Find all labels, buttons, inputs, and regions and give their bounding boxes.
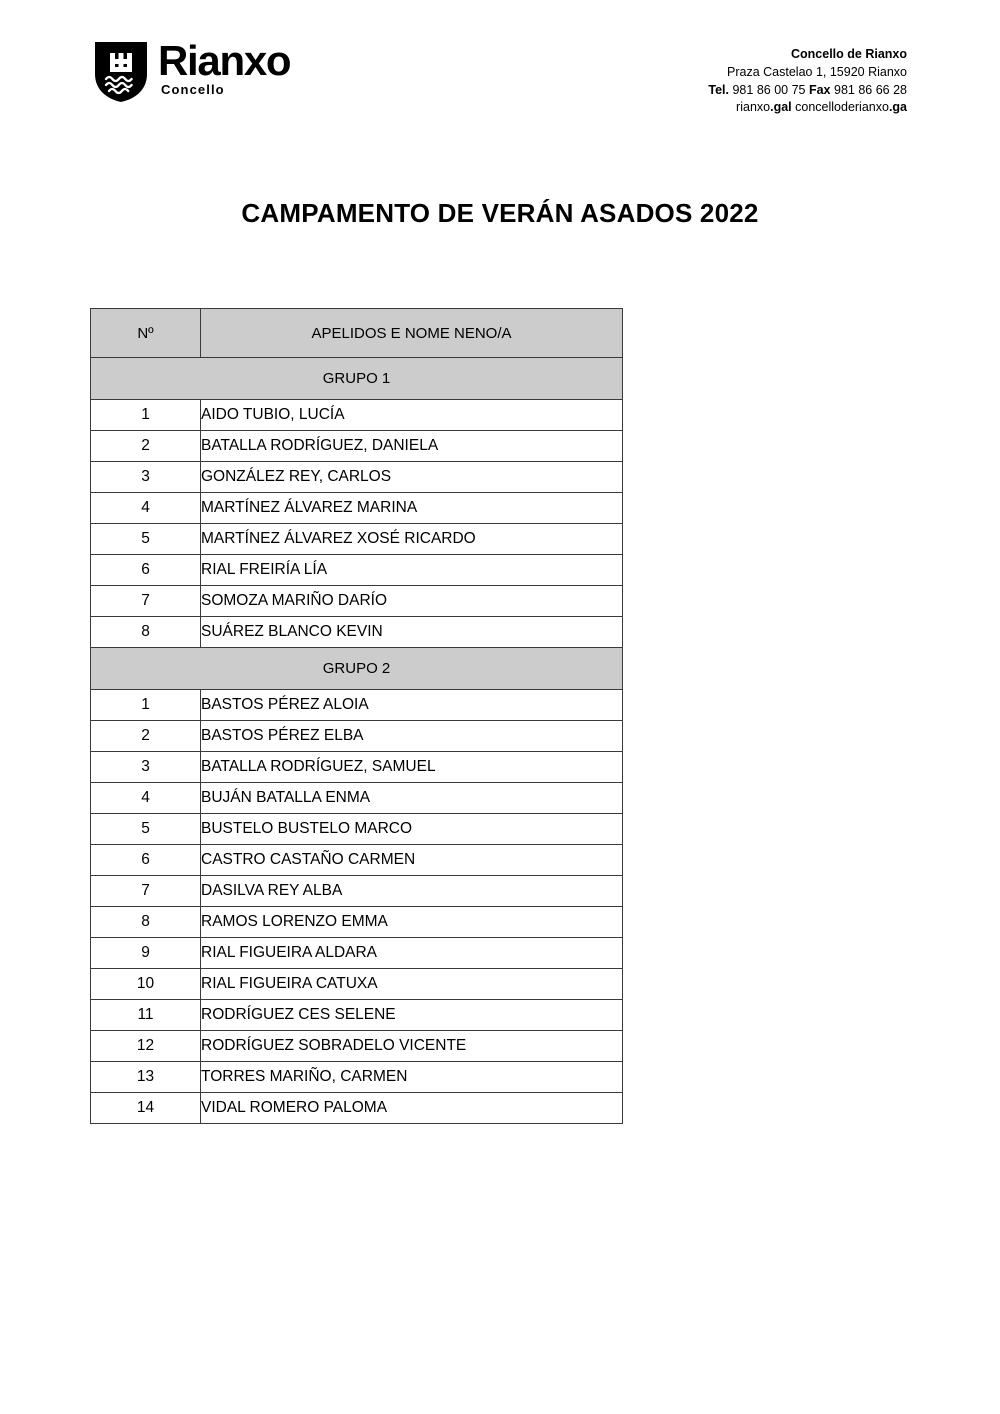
row-number: 6 (91, 555, 201, 586)
row-number: 4 (91, 783, 201, 814)
row-participant-name: BATALLA RODRÍGUEZ, DANIELA (201, 431, 623, 462)
table-header-row (91, 309, 623, 358)
contact-block (708, 46, 907, 117)
logo-text (158, 37, 291, 98)
row-participant-name: BASTOS PÉREZ ALOIA (201, 690, 623, 721)
row-participant-name: BUSTELO BUSTELO MARCO (201, 814, 623, 845)
table-row (91, 721, 623, 752)
table-row (91, 1062, 623, 1093)
table-row (91, 938, 623, 969)
table-row (91, 555, 623, 586)
row-participant-name: RIAL FIGUEIRA ALDARA (201, 938, 623, 969)
row-number: 8 (91, 907, 201, 938)
row-participant-name: SOMOZA MARIÑO DARÍO (201, 586, 623, 617)
row-participant-name: RODRÍGUEZ SOBRADELO VICENTE (201, 1031, 623, 1062)
table-row (91, 1031, 623, 1062)
column-header-name: APELIDOS E NOME NENO/A (201, 309, 623, 358)
row-number: 7 (91, 586, 201, 617)
row-number: 5 (91, 814, 201, 845)
table-row (91, 617, 623, 648)
table-row (91, 876, 623, 907)
rianxo-logo (93, 37, 291, 104)
email-prefix: concelloderianxo (795, 100, 889, 115)
row-participant-name: BASTOS PÉREZ ELBA (201, 721, 623, 752)
table-row (91, 431, 623, 462)
tel-label: Tel. (708, 82, 729, 97)
table-row (91, 814, 623, 845)
row-participant-name: VIDAL ROMERO PALOMA (201, 1093, 623, 1124)
row-number: 2 (91, 431, 201, 462)
table-row (91, 752, 623, 783)
row-participant-name: RIAL FIGUEIRA CATUXA (201, 969, 623, 1000)
email-tld: .ga (888, 100, 907, 115)
page-title: CAMPAMENTO DE VERÁN ASADOS 2022 (241, 198, 759, 228)
row-participant-name: GONZÁLEZ REY, CARLOS (201, 462, 623, 493)
contact-address: Praza Castelao 1, 15920 Rianxo (727, 64, 907, 79)
row-participant-name: RAMOS LORENZO EMMA (201, 907, 623, 938)
row-number: 6 (91, 845, 201, 876)
table-row (91, 493, 623, 524)
table-row (91, 462, 623, 493)
row-number: 8 (91, 617, 201, 648)
website-prefix: rianxo (736, 100, 771, 115)
row-number: 1 (91, 400, 201, 431)
rianxo-coat-of-arms-shield-icon (93, 40, 149, 104)
letterhead (0, 38, 1000, 118)
row-participant-name: RODRÍGUEZ CES SELENE (201, 1000, 623, 1031)
table-row (91, 524, 623, 555)
row-number: 2 (91, 721, 201, 752)
fax-value: 981 86 66 28 (834, 82, 907, 97)
table-row (91, 690, 623, 721)
row-number: 4 (91, 493, 201, 524)
row-participant-name: BUJÁN BATALLA ENMA (201, 783, 623, 814)
row-participant-name: SUÁREZ BLANCO KEVIN (201, 617, 623, 648)
logo-subtitle: Concello (161, 82, 225, 98)
website-tld: .gal (770, 100, 792, 115)
table-row (91, 400, 623, 431)
column-header-number: Nº (91, 309, 201, 358)
contact-web-line (708, 99, 907, 117)
row-number: 1 (91, 690, 201, 721)
table-row (91, 1093, 623, 1124)
row-number: 10 (91, 969, 201, 1000)
table-row (91, 845, 623, 876)
row-participant-name: AIDO TUBIO, LUCÍA (201, 400, 623, 431)
table-header (91, 309, 623, 358)
logo-name: Rianxo (158, 37, 291, 84)
row-number: 14 (91, 1093, 201, 1124)
row-participant-name: TORRES MARIÑO, CARMEN (201, 1062, 623, 1093)
row-number: 3 (91, 752, 201, 783)
group-header-row (91, 358, 623, 400)
row-participant-name: RIAL FREIRÍA LÍA (201, 555, 623, 586)
row-number: 12 (91, 1031, 201, 1062)
row-number: 7 (91, 876, 201, 907)
table-row (91, 969, 623, 1000)
fax-label: Fax (808, 82, 831, 97)
table-row (91, 783, 623, 814)
row-participant-name: DASILVA REY ALBA (201, 876, 623, 907)
tel-value: 981 86 00 75 (732, 82, 806, 97)
table-row (91, 907, 623, 938)
table-body (91, 358, 623, 1124)
group-header-row (91, 648, 623, 690)
group-label: GRUPO 1 (91, 358, 623, 400)
row-participant-name: MARTÍNEZ ÁLVAREZ MARINA (201, 493, 623, 524)
row-number: 5 (91, 524, 201, 555)
row-participant-name: MARTÍNEZ ÁLVAREZ XOSÉ RICARDO (201, 524, 623, 555)
table-row (91, 1000, 623, 1031)
row-number: 13 (91, 1062, 201, 1093)
row-number: 9 (91, 938, 201, 969)
row-participant-name: CASTRO CASTAÑO CARMEN (201, 845, 623, 876)
participants-table (90, 308, 623, 1124)
row-participant-name: BATALLA RODRÍGUEZ, SAMUEL (201, 752, 623, 783)
contact-phone-line (708, 82, 907, 100)
group-label: GRUPO 2 (91, 648, 623, 690)
row-number: 11 (91, 1000, 201, 1031)
contact-org-name: Concello de Rianxo (791, 47, 907, 61)
row-number: 3 (91, 462, 201, 493)
table-row (91, 586, 623, 617)
